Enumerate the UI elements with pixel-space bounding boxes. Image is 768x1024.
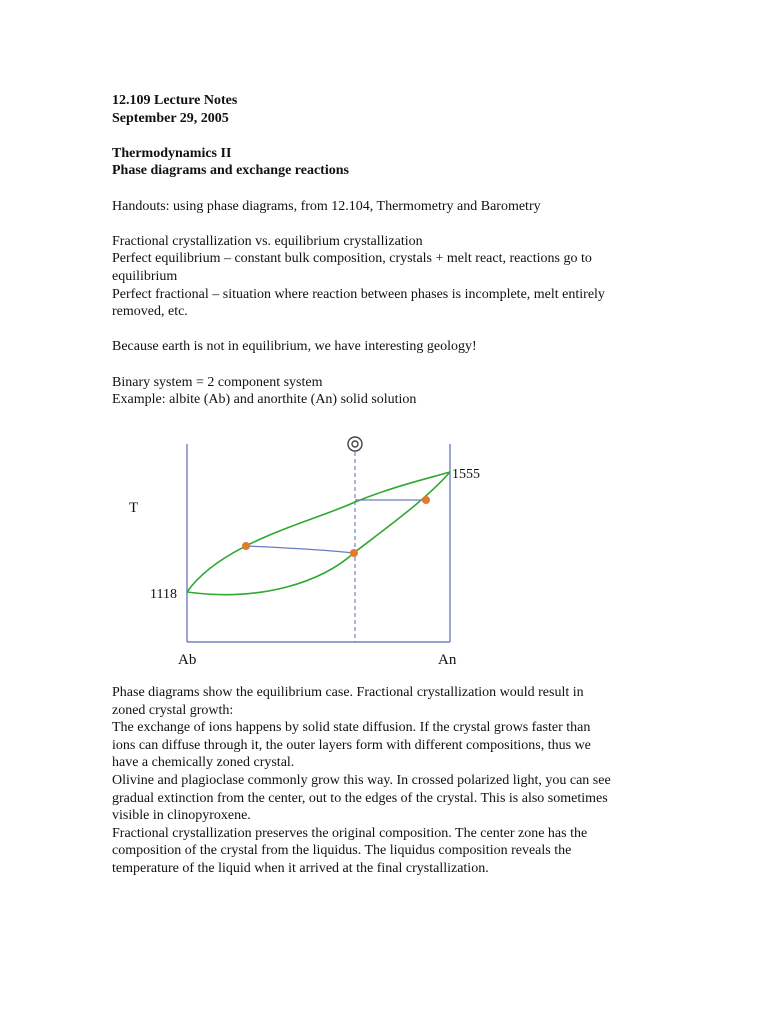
perfect-fractional-line-cont: removed, etc. — [112, 304, 188, 320]
phase-diagram-svg — [112, 432, 512, 672]
example-line: Example: albite (Ab) and anorthite (An) solid solution — [112, 392, 417, 408]
paragraph-line: ions can diffuse through it, the outer layers form with different compositions, thus we — [112, 737, 591, 753]
bulk-composition-point — [350, 549, 358, 557]
paragraph-line: Olivine and plagioclase commonly grow this way. In crossed polarized light, you can see — [112, 772, 611, 788]
document-page-bottom — [112, 684, 672, 878]
low-temp-label: 1118 — [150, 587, 177, 602]
paragraph-line: The exchange of ions happens by solid state diffusion. If the crystal grows faster than — [112, 720, 591, 736]
paragraph-line: composition of the crystal from the liquidus. The liquidus composition reveals the — [112, 843, 572, 859]
fractional-vs-line: Fractional crystallization vs. equilibrium crystallization — [112, 233, 423, 249]
lecture-date: September 29, 2005 — [112, 110, 229, 126]
perfect-equilibrium-line-cont: equilibrium — [112, 268, 178, 284]
paragraph-line: gradual extinction from the center, out to the edges of the crystal. This is also sometimes — [112, 790, 608, 806]
solidus-curve — [187, 472, 450, 595]
paragraph-line: Fractional crystallization preserves the original composition. The center zone has the — [112, 825, 588, 841]
spacer — [112, 215, 672, 233]
spacer — [112, 180, 672, 198]
phase-diagram — [112, 432, 512, 672]
perfect-equilibrium-line: Perfect equilibrium – constant bulk composition, crystals + melt react, reactions go to — [112, 251, 592, 267]
paragraph-line: zoned crystal growth: — [112, 702, 234, 718]
binary-system-line: Binary system = 2 component system — [112, 374, 323, 390]
paragraph-line: temperature of the liquid when it arrived at the final crystallization. — [112, 860, 489, 876]
earth-line: Because earth is not in equilibrium, we have interesting geology! — [112, 339, 477, 355]
anorthite-label: An — [438, 652, 457, 668]
subtopic-heading: Phase diagrams and exchange reactions — [112, 163, 349, 179]
lower-tie-line — [246, 546, 354, 553]
liquid-composition-point — [242, 542, 250, 550]
crystal-composition-point — [422, 496, 430, 504]
handouts-line: Handouts: using phase diagrams, from 12.104, Thermometry and Barometry — [112, 198, 541, 214]
paragraph-line: have a chemically zoned crystal. — [112, 755, 295, 771]
spacer — [112, 321, 672, 339]
paragraph-line: Phase diagrams show the equilibrium case. Fractional crystallization would result in — [112, 685, 584, 700]
document-page-top — [112, 92, 672, 409]
spacer — [112, 127, 672, 145]
double-circle-icon — [348, 437, 362, 451]
topic-heading: Thermodynamics II — [112, 145, 232, 161]
course-title: 12.109 Lecture Notes — [112, 93, 238, 108]
perfect-fractional-line: Perfect fractional – situation where reaction between phases is incomplete, melt entirely — [112, 286, 605, 302]
paragraph-line: visible in clinopyroxene. — [112, 808, 251, 824]
spacer — [112, 356, 672, 374]
temperature-axis-label: T — [129, 500, 139, 516]
liquidus-curve — [187, 472, 450, 592]
albite-label: Ab — [178, 652, 197, 668]
high-temp-label: 1555 — [452, 467, 480, 482]
